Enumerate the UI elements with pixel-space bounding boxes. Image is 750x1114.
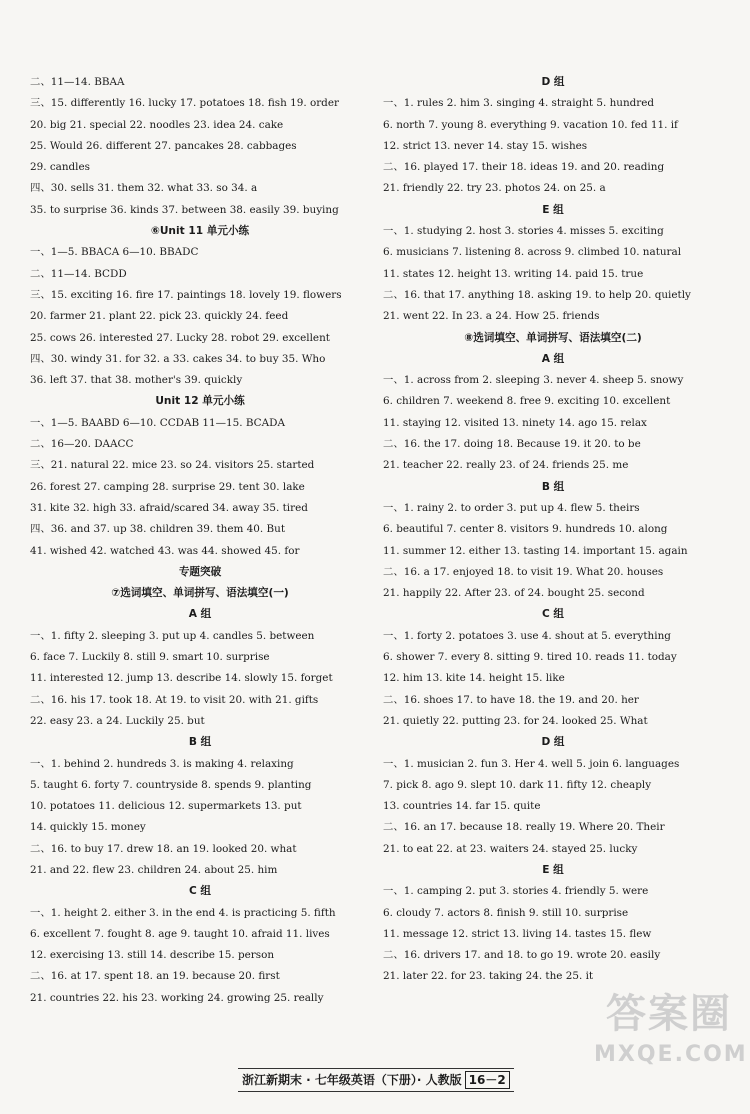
answer-line: 25. Would 26. different 27. pancakes 28. cabbages (30, 139, 297, 152)
answer-line: 四、36. and 37. up 38. children 39. them 40. But (30, 523, 286, 536)
answer-line: 13. countries 14. far 15. quite (383, 800, 541, 813)
answer-line: 一、1. behind 2. hundreds 3. is making 4. relaxing (30, 757, 294, 770)
answer-line: 6. beautiful 7. center 8. visitors 9. hundreds 10. along (383, 523, 668, 536)
answer-line: 一、1. rules 2. him 3. singing 4. straight 5. hundred (383, 97, 655, 110)
answer-line: 一、1. across from 2. sleeping 3. never 4. sheep 5. snowy (383, 374, 684, 387)
answer-line: 二、16. a 17. enjoyed 18. to visit 19. What 20. houses (383, 565, 664, 578)
answer-line: 14. quickly 15. money (30, 821, 146, 834)
answer-line: 二、16. an 17. because 18. really 19. Where 20. Their (383, 821, 665, 834)
section-heading: E 组 (542, 203, 564, 216)
answer-line: 一、1. rainy 2. to order 3. put up 4. flew 5. theirs (383, 501, 640, 514)
answer-line: 6. cloudy 7. actors 8. finish 9. still 10. surprise (383, 906, 629, 919)
answer-line: 二、16. the 17. doing 18. Because 19. it 20. to be (383, 438, 641, 451)
answer-line: 22. easy 23. a 24. Luckily 25. but (30, 714, 205, 727)
answer-line: 二、16. at 17. spent 18. an 19. because 20. first (30, 970, 280, 983)
answer-line: 10. potatoes 11. delicious 12. supermarkets 13. put (30, 800, 302, 813)
answer-line: 21. friendly 22. try 23. photos 24. on 25. a (383, 182, 606, 195)
answer-line: 21. quietly 22. putting 23. for 24. looked 25. What (383, 714, 648, 727)
answer-line: 二、16. played 17. their 18. ideas 19. and 20. reading (383, 161, 665, 174)
section-heading: Unit 12 单元小练 (155, 395, 245, 408)
answer-line: 20. big 21. special 22. noodles 23. idea 24. cake (30, 118, 284, 131)
answer-line: 6. face 7. Luckily 8. still 9. smart 10. surprise (30, 651, 270, 664)
answer-line: 一、1. musician 2. fun 3. Her 4. well 5. join 6. languages (383, 757, 680, 770)
answer-line: 二、11—14. BCDD (30, 267, 127, 280)
answer-line: 31. kite 32. high 33. afraid/scared 34. away 35. tired (30, 501, 308, 514)
answer-line: 21. teacher 22. really 23. of 24. friends 25. me (383, 459, 629, 472)
answer-line: 一、1. camping 2. put 3. stories 4. friendly 5. were (383, 885, 649, 898)
answer-line: 21. and 22. flew 23. children 24. about 25. him (30, 863, 278, 876)
section-heading: C 组 (188, 885, 212, 898)
answer-line: 11. staying 12. visited 13. ninety 14. ago 15. relax (383, 416, 647, 429)
section-heading: E 组 (542, 863, 564, 876)
answer-line: 一、1—5. BAABD 6—10. CCDAB 11—15. BCADA (30, 416, 285, 429)
right-column (383, 72, 723, 988)
answer-line: 二、16—20. DAACC (30, 438, 134, 451)
answer-line: 21. to eat 22. at 23. waiters 24. stayed 25. lucky (383, 842, 638, 855)
answer-line: 二、16. his 17. took 18. At 19. to visit 20. with 21. gifts (30, 693, 319, 706)
answer-line: 35. to surprise 36. kinds 37. between 38. easily 39. buying (30, 203, 339, 216)
section-heading: D 组 (541, 736, 565, 749)
answer-line: 一、1—5. BBACA 6—10. BBADC (30, 246, 199, 259)
answer-line: 三、21. natural 22. mice 23. so 24. visitors 25. started (30, 459, 315, 472)
answer-line: 11. summer 12. either 13. tasting 14. important 15. again (383, 544, 688, 557)
answer-line: 一、1. fifty 2. sleeping 3. put up 4. candles 5. between (30, 629, 315, 642)
answer-line: 一、1. height 2. either 3. in the end 4. is practicing 5. fifth (30, 906, 336, 919)
section-heading: 专题突破 (178, 565, 222, 578)
answer-line: 三、15. exciting 16. fire 17. paintings 18. lovely 19. flowers (30, 288, 342, 301)
answer-line: 一、1. studying 2. host 3. stories 4. misses 5. exciting (383, 225, 664, 238)
footer-title: 浙江新期末 · 七年级英语（下册）· 人教版 (242, 1073, 462, 1087)
answer-line: 三、15. differently 16. lucky 17. potatoes 18. fish 19. order (30, 97, 339, 110)
answer-line: 11. message 12. strict 13. living 14. tastes 15. flew (383, 927, 652, 940)
answer-line: 7. pick 8. ago 9. slept 10. dark 11. fifty 12. cheaply (383, 778, 652, 791)
answer-line: 6. north 7. young 8. everything 9. vacation 10. fed 11. if (383, 118, 678, 131)
section-heading: B 组 (188, 736, 212, 749)
answer-line: 21. later 22. for 23. taking 24. the 25. it (383, 970, 594, 983)
answer-line: 21. countries 22. his 23. working 24. growing 25. really (30, 991, 324, 1004)
answer-line: 二、16. that 17. anything 18. asking 19. to help 20. quietly (383, 288, 691, 301)
section-heading: A 组 (541, 352, 565, 365)
watermark-logo (594, 988, 748, 1108)
answer-line: 21. happily 22. After 23. of 24. bought 25. second (383, 587, 645, 600)
answer-line: 二、16. drivers 17. and 18. to go 19. wrote 20. easily (383, 949, 661, 962)
page-number: 16－2 (465, 1071, 510, 1089)
answer-line: 12. exercising 13. still 14. describe 15. person (30, 949, 275, 962)
answer-line: 6. children 7. weekend 8. free 9. exciting 10. excellent (383, 395, 671, 408)
answer-line: 6. musicians 7. listening 8. across 9. climbed 10. natural (383, 246, 682, 259)
section-heading: B 组 (541, 480, 565, 493)
answer-line: 二、16. shoes 17. to have 18. the 19. and 20. her (383, 693, 639, 706)
answer-line: 12. strict 13. never 14. stay 15. wishes (383, 139, 588, 152)
section-heading: ⑥Unit 11 单元小练 (150, 225, 250, 238)
answer-line: 12. him 13. kite 14. height 15. like (383, 672, 565, 685)
answer-line: 6. shower 7. every 8. sitting 9. tired 10. reads 11. today (383, 651, 677, 664)
answer-line: 11. interested 12. jump 13. describe 14. slowly 15. forget (30, 672, 333, 685)
page-footer (238, 1068, 514, 1092)
watermark-text-bottom: MXQE.COM (594, 1042, 748, 1067)
answer-line: 二、16. to buy 17. drew 18. an 19. looked 20. what (30, 842, 297, 855)
answer-line: 11. states 12. height 13. writing 14. paid 15. true (383, 267, 644, 280)
answer-line: 36. left 37. that 38. mother's 39. quickly (30, 374, 243, 387)
answer-line: 20. farmer 21. plant 22. pick 23. quickly 24. feed (30, 310, 289, 323)
answer-line: 6. excellent 7. fought 8. age 9. taught 10. afraid 11. lives (30, 927, 330, 940)
answer-line: 26. forest 27. camping 28. surprise 29. tent 30. lake (30, 480, 305, 493)
answer-line: 四、30. windy 31. for 32. a 33. cakes 34. to buy 35. Who (30, 352, 326, 365)
section-heading: C 组 (541, 608, 565, 621)
section-heading: ⑦选词填空、单词拼写、语法填空(一) (111, 587, 289, 600)
answer-line: 21. went 22. In 23. a 24. How 25. friends (383, 310, 600, 323)
section-heading: D 组 (541, 76, 565, 88)
section-heading: ⑧选词填空、单词拼写、语法填空(二) (464, 331, 642, 344)
answer-line: 41. wished 42. watched 43. was 44. showed 45. for (30, 544, 300, 557)
section-heading: A 组 (188, 608, 212, 621)
answer-line: 25. cows 26. interested 27. Lucky 28. robot 29. excellent (30, 331, 330, 344)
left-column (30, 72, 370, 1009)
answer-line: 5. taught 6. forty 7. countryside 8. spends 9. planting (30, 778, 312, 791)
answer-line: 四、30. sells 31. them 32. what 33. so 34. a (30, 182, 258, 195)
answer-line: 二、11—14. BBAA (30, 76, 125, 88)
answer-line: 29. candles (30, 161, 90, 174)
watermark-text-top: 答案圈 (606, 991, 732, 1037)
answer-line: 一、1. forty 2. potatoes 3. use 4. shout at 5. everything (383, 629, 671, 642)
